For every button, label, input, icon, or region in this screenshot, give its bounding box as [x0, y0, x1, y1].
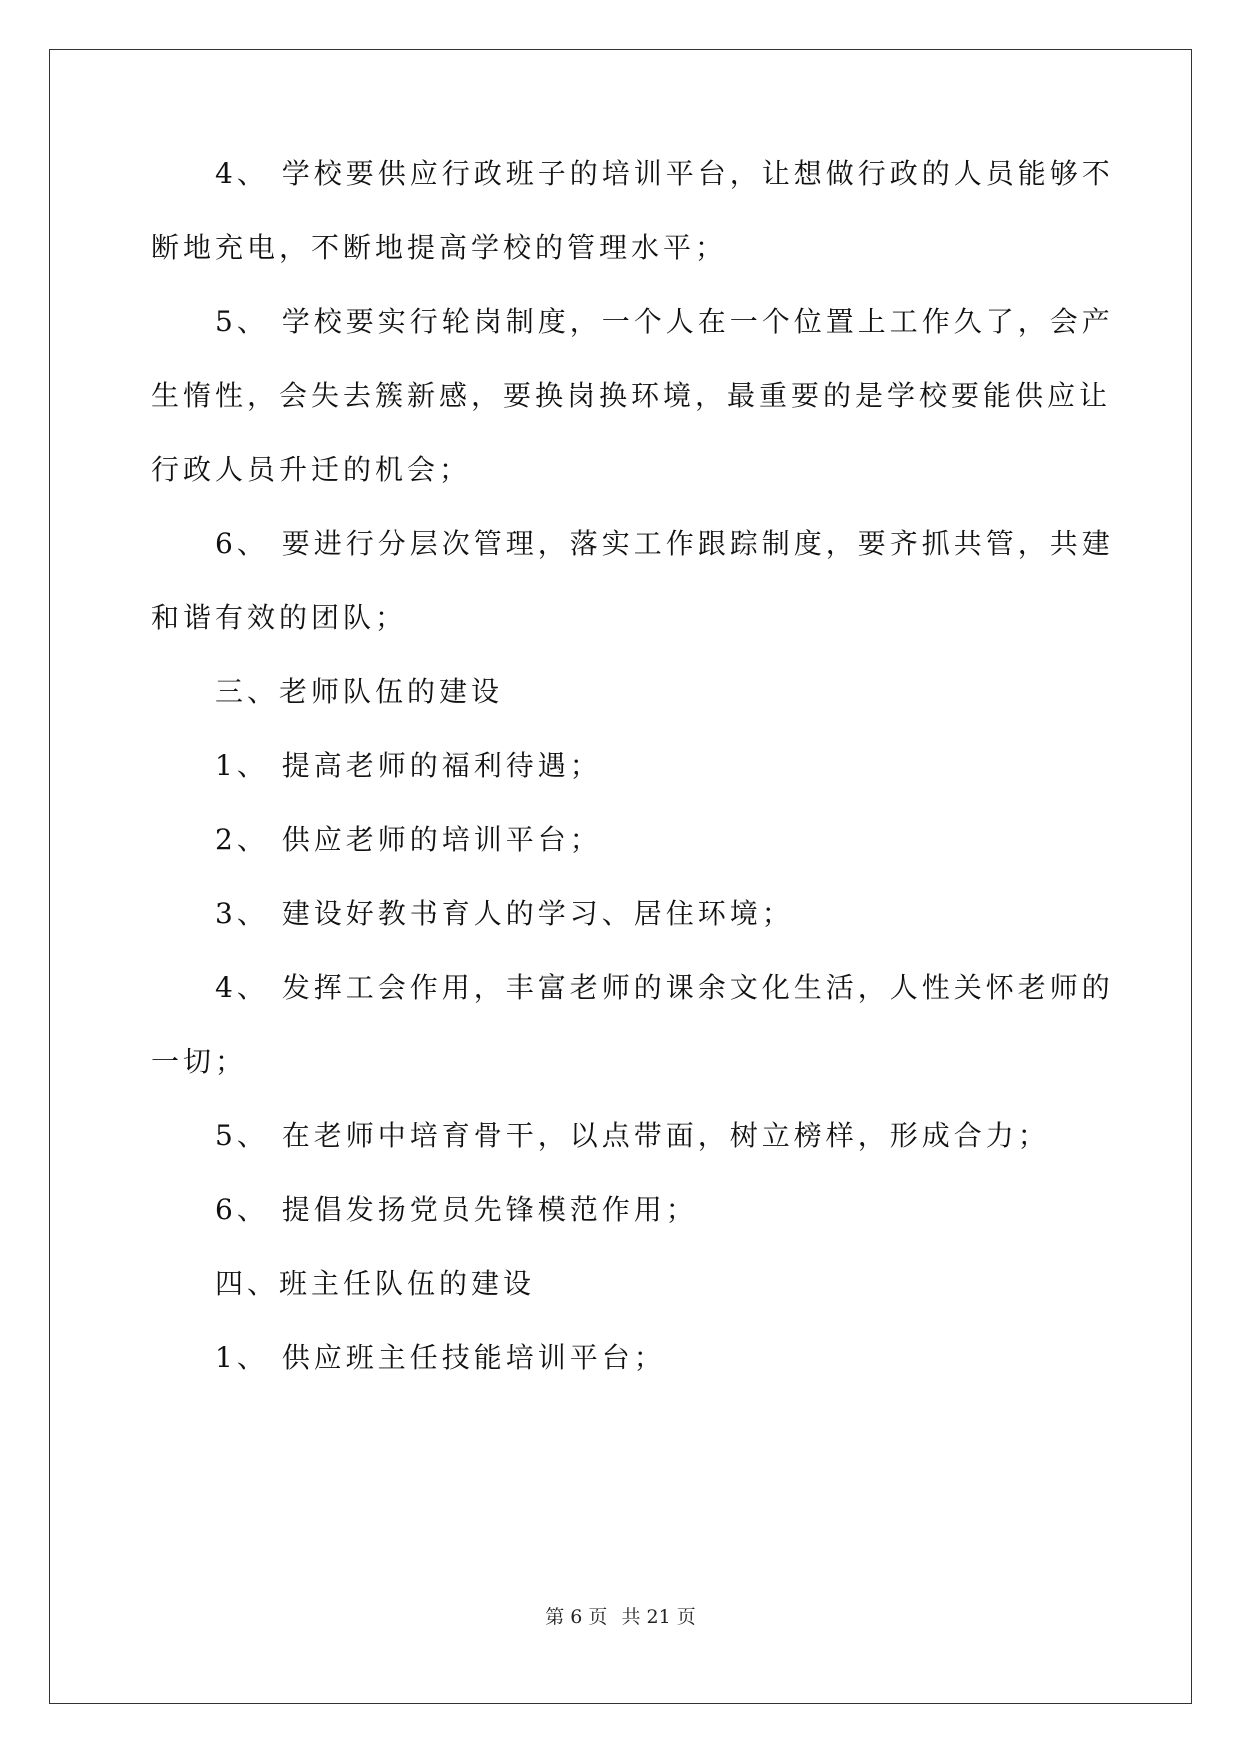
paragraph	[151, 744, 1091, 818]
paragraph-line: 三、老师队伍的建设	[151, 675, 504, 708]
paragraph-line: 3、 建设好教书育人的学习、居住环境；	[151, 897, 794, 930]
paragraph	[151, 152, 1114, 300]
paragraph-line: 断地充电，不断地提高学校的管理水平；	[151, 231, 728, 264]
page-total: 共 21 页	[621, 1606, 696, 1628]
paragraph	[151, 892, 1091, 966]
page-number: 第 6 页	[545, 1606, 608, 1628]
paragraph	[151, 1262, 1091, 1336]
paragraph-line: 1、 提高老师的福利待遇；	[151, 749, 602, 782]
paragraph-line: 四、班主任队伍的建设	[151, 1267, 536, 1300]
paragraph-line: 1、 供应班主任技能培训平台；	[151, 1341, 666, 1374]
paragraph	[151, 1336, 1091, 1410]
paragraph-line: 和谐有效的团队；	[151, 601, 408, 634]
paragraph-line: 2、 供应老师的培训平台；	[151, 823, 602, 856]
paragraph	[151, 818, 1091, 892]
paragraph-line: 行政人员升迁的机会；	[151, 453, 472, 486]
paragraph-line: 6、 提倡发扬党员先锋模范作用；	[151, 1193, 698, 1226]
paragraph-line: 生惰性，会失去簇新感，要换岗换环境，最重要的是学校要能供应让	[151, 379, 1112, 412]
paragraph-line: 6、 要进行分层次管理，落实工作跟踪制度，要齐抓共管，共建	[151, 527, 1114, 560]
paragraph-line: 5、 学校要实行轮岗制度，一个人在一个位置上工作久了，会产	[151, 305, 1114, 338]
paragraph-line: 4、 发挥工会作用，丰富老师的课余文化生活，人性关怀老师的	[151, 971, 1114, 1004]
paragraph-line: 5、 在老师中培育骨干，以点带面，树立榜样，形成合力；	[151, 1119, 1050, 1152]
page-footer	[0, 1602, 1241, 1629]
paragraph	[151, 670, 1091, 744]
paragraph-line: 4、 学校要供应行政班子的培训平台，让想做行政的人员能够不	[151, 157, 1114, 190]
paragraph-line: 一切；	[151, 1045, 248, 1078]
paragraph	[151, 1188, 1091, 1262]
paragraph	[151, 522, 1114, 670]
paragraph	[151, 966, 1114, 1114]
paragraph	[151, 300, 1114, 522]
paragraph	[151, 1114, 1091, 1188]
